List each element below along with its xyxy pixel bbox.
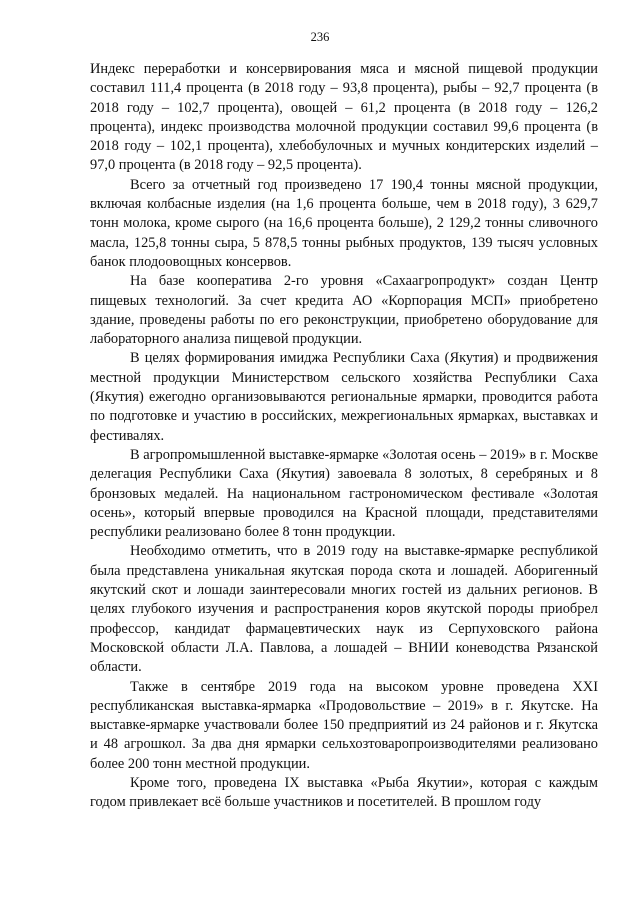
page-number: 236 xyxy=(310,30,330,44)
paragraph-golden-autumn: В агропромышленной выставке-ярмарке «Золотая осень – 2019» в г. Москве делегация Республики Саха (Якутия) завоевала 8 золотых, 8 серебряных и 8 бронзовых медалей. На национальном гастрономическом фестивале «Золотая осень», который впервые проводился на Красной площади, представителями республики реализовано более 8 тонн продукции. xyxy=(90,446,598,541)
paragraph-food-expo: Также в сентябре 2019 года на высоком уровне проведена XXI республиканская выставка-ярмарка «Продовольствие – 2019» в г. Якутске. На выставке-ярмарке участвовали более 150 предприятий из 24 районов и г. Якутска и 48 агрошкол. За два дня ярмарки сельхозтоваропроизводителями реализовано более 200 тонн местной продукции. xyxy=(90,678,598,772)
paragraph-food-technology-center: На базе кооператива 2-го уровня «Сахаагропродукт» создан Центр пищевых технологий. За счет кредита АО «Корпорация МСП» приобретено здание, проведены работы по его реконструкции, приобретено оборудование для лабораторного анализа пищевой продукции. xyxy=(90,273,598,348)
body-text xyxy=(90,60,598,813)
paragraph-fairs-image: В целях формирования имиджа Республики Саха (Якутия) и продвижения местной продукции Министерством сельского хозяйства Республики Саха (Якутия) ежегодно организовываются региональные ярмарки, проводится работа по подготовке и участию в российских, межрегиональных ярмарках, выставках и фестивалях. xyxy=(90,350,598,444)
paragraph-yakut-breed: Необходимо отметить, что в 2019 году на выставке-ярмарке республикой была представлена уникальная якутская порода скота и лошадей. Аборигенный якутский скот и лошади заинтересовали многих гостей из дальних регионов. В целях глубокого изучения и распространения коров якутской породы приобрел профессор, кандидат фармацевтических наук из Серпуховского района Московской области Л.А. Павлова, а лошадей – ВНИИ коневодства Рязанской области. xyxy=(90,543,598,676)
paragraph-fish-exhibition: Кроме того, проведена IX выставка «Рыба Якутии», которая с каждым годом привлекает всё больше участников и посетителей. В прошлом году xyxy=(90,774,598,811)
paragraph-production-volume: Всего за отчетный год произведено 17 190,4 тонны мясной продукции, включая колбасные изделия (на 1,6 процента больше, чем в 2018 году), 3 629,7 тонн молока, кроме сырого (на 16,6 процента больше), 2 129,2 тонны сливочного масла, 125,8 тонны сыра, 5 878,5 тонны рыбных продуктов, 139 тысяч условных банок плодоовощных консервов. xyxy=(90,176,598,270)
paragraph-processing-index: Индекс переработки и консервирования мяса и мясной пищевой продукции составил 111,4 процента (в 2018 году – 93,8 процента), рыбы – 92,7 процента (в 2018 году – 102,7 процента), овощей – 61,2 процента (в 2018 году – 126,2 процента), индекс производства молочной продукции составил 99,6 процента (в 2018 году – 102,1 процента), хлебобулочных и мучных кондитерских изделий – 97,0 процента (в 2018 году – 92,5 процента). xyxy=(90,61,598,174)
